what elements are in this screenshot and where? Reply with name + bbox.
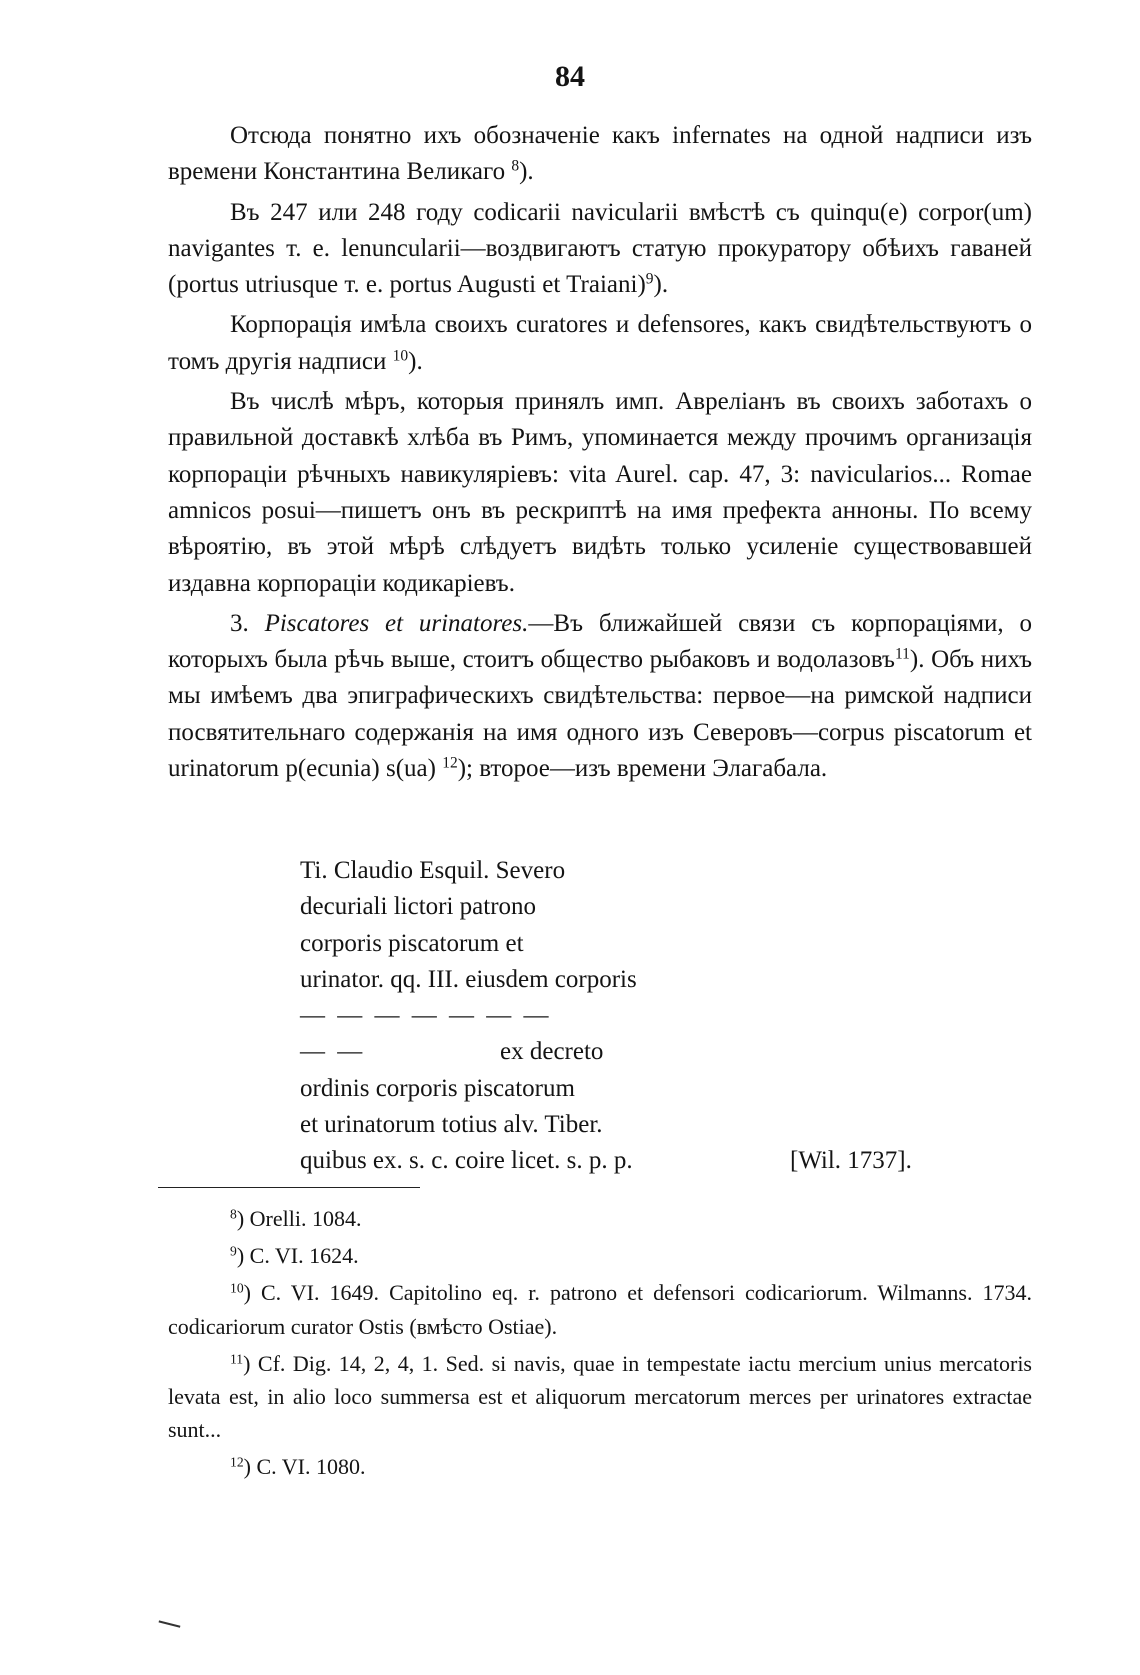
footnote-text: ) C. VI. 1649. Capitolino eq. r. patrono et defensori codicariorum. Wilmanns. 1734. codicariorum curator Ostis (вмѣсто Ostiae).	[168, 1280, 1032, 1339]
paragraph	[168, 307, 1032, 380]
inscription-block	[300, 853, 1000, 1180]
footnote	[168, 1347, 1032, 1447]
footnote-number: 9	[230, 1243, 237, 1259]
section-number: 3.	[230, 609, 249, 637]
footnote-ref: 11	[894, 645, 910, 663]
printer-mark	[158, 1620, 181, 1631]
footnote-ref: 8	[511, 157, 520, 175]
footnote-ref: 12	[442, 754, 458, 772]
footnote-number: 12	[230, 1454, 244, 1470]
main-text	[168, 118, 1032, 787]
inscription-line: decuriali lictori patrono	[300, 893, 537, 921]
paragraph-text: Въ 247 или 248 году codicarii navicularii вмѣстѣ съ quinqu(e) corpor(um) navigantes т. е. lenuncularii—воздвигаютъ статую прокуратору обѣихъ гаваней (portus utriusque т. е. portus Augusti et Traiani)	[168, 198, 1032, 299]
footnote-divider	[158, 1187, 420, 1188]
inscription-line	[300, 1034, 1000, 1070]
paragraph-text: ).	[408, 347, 423, 375]
footnote-number: 10	[230, 1280, 244, 1296]
footnote-text: ) C. VI. 1080.	[243, 1454, 366, 1480]
inscription-lacuna-line: — — — — — — —	[300, 1002, 552, 1030]
paragraph	[168, 195, 1032, 304]
footnote	[168, 1239, 1032, 1272]
footnote-text: ) Cf. Dig. 14, 2, 4, 1. Sed. si navis, quae in tempestate iactu mercium unius mercatoris levata est, in alio loco summersa est et aliquorum mercatorum merces per urinatores extractae sunt...	[168, 1350, 1032, 1443]
paragraph-text: ). Объ нихъ мы имѣемъ два эпиграфическихъ свидѣтельства: первое—на римской надписи посвятительнаго содержанія на имя одного изъ Северовъ—corpus piscatorum et urinatorum p(ecunia) s(ua)	[168, 646, 1032, 783]
inscription-line	[300, 1143, 1000, 1179]
footnote-text: ) Orelli. 1084.	[236, 1206, 362, 1231]
section-3-paragraph	[168, 606, 1032, 787]
inscription-reference: [Wil. 1737].	[790, 1147, 912, 1175]
footnote-number: 11	[230, 1351, 244, 1367]
paragraph-text: ); второе—изъ времени Элагабала.	[457, 755, 828, 783]
footnote	[168, 1202, 1032, 1235]
footnote-number: 8	[230, 1206, 237, 1222]
paragraph-text: Въ числѣ мѣръ, которыя принялъ имп. Авреліанъ въ своихъ заботахъ о правильной доставкѣ хлѣба въ Римъ, упоминается между прочимъ организація корпораціи рѣчныхъ навикуляріевъ: vita Aurel. cap. 47, 3: navicularios... Romae amnicos posui—пишетъ онъ въ рескриптѣ на имя префекта анноны. По всему вѣроятію, въ этой мѣрѣ слѣдуетъ видѣть только усиленіе существовавшей издавна корпораціи кодикаріевъ.	[168, 388, 1032, 597]
footnote	[168, 1450, 1032, 1483]
paragraph-text: ).	[519, 158, 534, 186]
paragraph-text: —Въ ближайшей связи съ корпораціями, о которыхъ была рѣчь выше, стоитъ общество рыбаковъ и водолазовъ	[168, 609, 1033, 674]
inscription-lacuna-short: — —	[300, 1038, 366, 1066]
paragraph-text: ).	[653, 271, 669, 299]
inscription-line-text: quibus ex. s. c. coire licet. s. p. p.	[300, 1147, 633, 1175]
inscription-line: et urinatorum totius alv. Tiber.	[300, 1111, 603, 1139]
paragraph-text: Корпорація имѣла своихъ curatores и defensores, какъ свидѣтельствуютъ о томъ другія надписи	[168, 311, 1032, 375]
inscription-line: ordinis corporis piscatorum	[300, 1074, 575, 1102]
inscription-line: corporis piscatorum et	[300, 929, 524, 957]
inscription-line: urinator. qq. III. eiusdem corporis	[300, 965, 637, 993]
paragraph	[168, 118, 1032, 191]
inscription-line: Ti. Claudio Esquil. Severo	[300, 857, 566, 884]
paragraph	[168, 384, 1032, 602]
paragraph-text: Отсюда понятно ихъ обозначеніе какъ infernates на одной надписи изъ времени Константина Великаго	[168, 122, 1032, 186]
inscription-decreto: ex decreto	[500, 1038, 604, 1066]
page-number: 84	[555, 60, 585, 93]
footnotes	[168, 1202, 1032, 1488]
footnote-text: ) C. VI. 1624.	[236, 1243, 359, 1269]
footnote	[168, 1276, 1032, 1342]
section-title: Piscatores et urinatores.	[264, 609, 529, 637]
footnote-ref: 9	[645, 270, 654, 288]
footnote-ref: 10	[392, 347, 409, 365]
